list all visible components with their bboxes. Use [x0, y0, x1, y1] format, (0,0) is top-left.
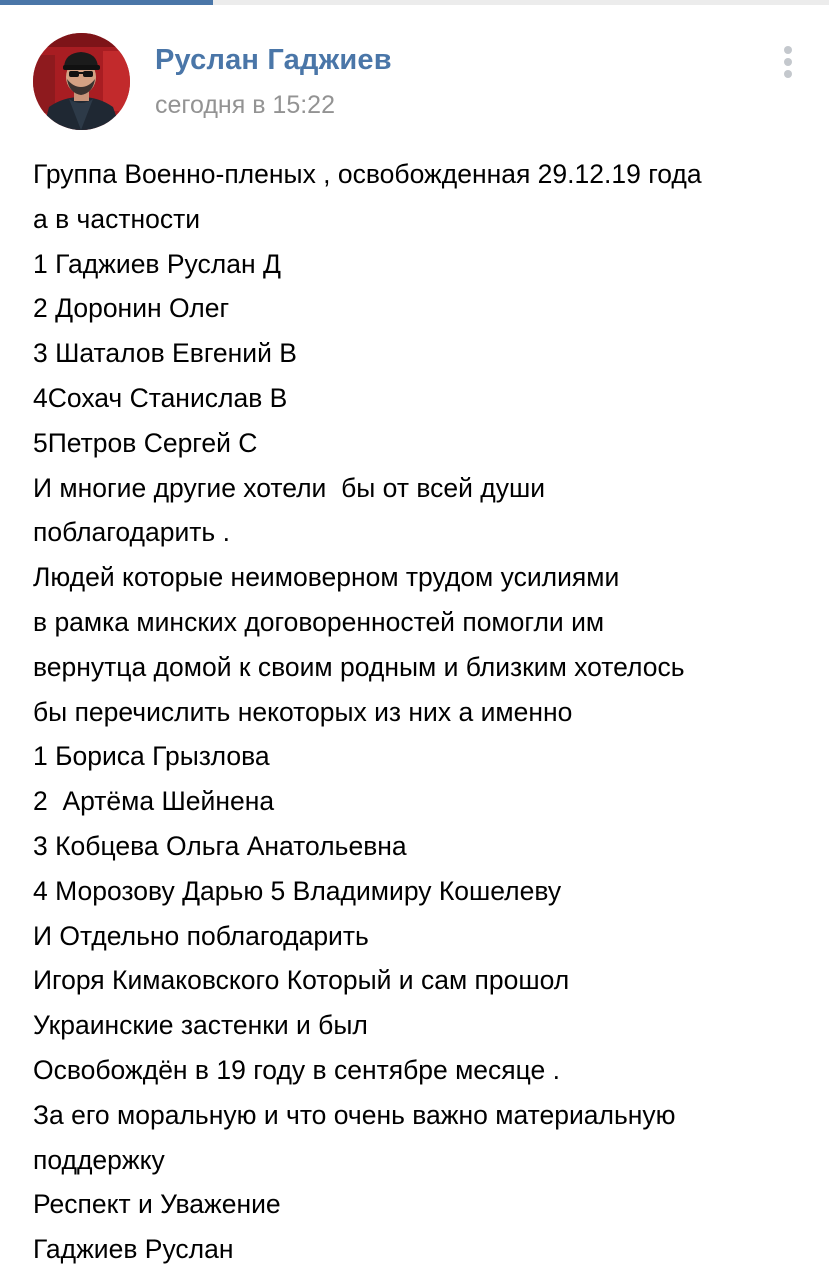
- author-avatar[interactable]: [33, 33, 130, 130]
- post-text-line: 2 Артёма Шейнена: [33, 786, 275, 817]
- post-text-line: Игоря Кимаковского Который и сам прошол: [33, 965, 570, 996]
- post-text-line: Освобождён в 19 году в сентябре месяце .: [33, 1054, 560, 1085]
- post-text-line: 3 Шаталов Евгений В: [33, 338, 297, 369]
- post-text-line: И многие другие хотели бы от всей души: [33, 472, 546, 503]
- post-text-line: вернутца домой к своим родным и близким хотелось: [33, 651, 685, 682]
- post-text-line: 1 Бориса Грызлова: [33, 741, 270, 772]
- post-text-line: 2 Доронин Олег: [33, 293, 230, 324]
- post-text-line: Респект и Уважение: [33, 1189, 281, 1220]
- post-text-line: поддержку: [33, 1144, 165, 1175]
- loading-progress-bar: [0, 0, 829, 5]
- vertical-ellipsis-icon: [784, 46, 792, 54]
- post-text-line: 5Петров Сергей С: [33, 427, 258, 458]
- vertical-ellipsis-icon: [784, 58, 792, 66]
- post-timestamp[interactable]: сегодня в 15:22: [155, 91, 335, 119]
- post-text-line: 3 Кобцева Ольга Анатольевна: [33, 830, 407, 861]
- post-text-line: 4Сохач Станислав В: [33, 382, 288, 413]
- post-text-line: За его моральную и что очень важно материальную: [33, 1099, 676, 1130]
- author-name[interactable]: Руслан Гаджиев: [155, 44, 392, 76]
- post-text-line: Гаджиев Руслан: [33, 1234, 234, 1265]
- post-body-text: [33, 152, 813, 1272]
- vertical-ellipsis-icon: [784, 70, 792, 78]
- post-text-line: а в частности: [33, 203, 201, 234]
- post-text-line: Людей которые неимоверном трудом усилиями: [33, 562, 620, 593]
- post-text-line: И Отдельно поблагодарить: [33, 920, 369, 951]
- post-text-line: Группа Военно-пленых , освобожденная 29.12.19 года: [33, 159, 702, 189]
- post-text-line: бы перечислить некоторых из них а именно: [33, 696, 573, 727]
- post-text-line: поблагодарить .: [33, 517, 230, 548]
- post-text-line: Украинские застенки и был: [33, 1010, 368, 1041]
- post-text-line: 4 Морозову Дарью 5 Владимиру Кошелеву: [33, 875, 562, 906]
- post-text-line: в рамка минских договоренностей помогли им: [33, 606, 605, 637]
- loading-progress-fill: [0, 0, 213, 5]
- post-more-options-button[interactable]: [770, 40, 806, 84]
- user-avatar-photo-icon: [33, 33, 130, 130]
- post-text-line: 1 Гаджиев Руслан Д: [33, 248, 281, 279]
